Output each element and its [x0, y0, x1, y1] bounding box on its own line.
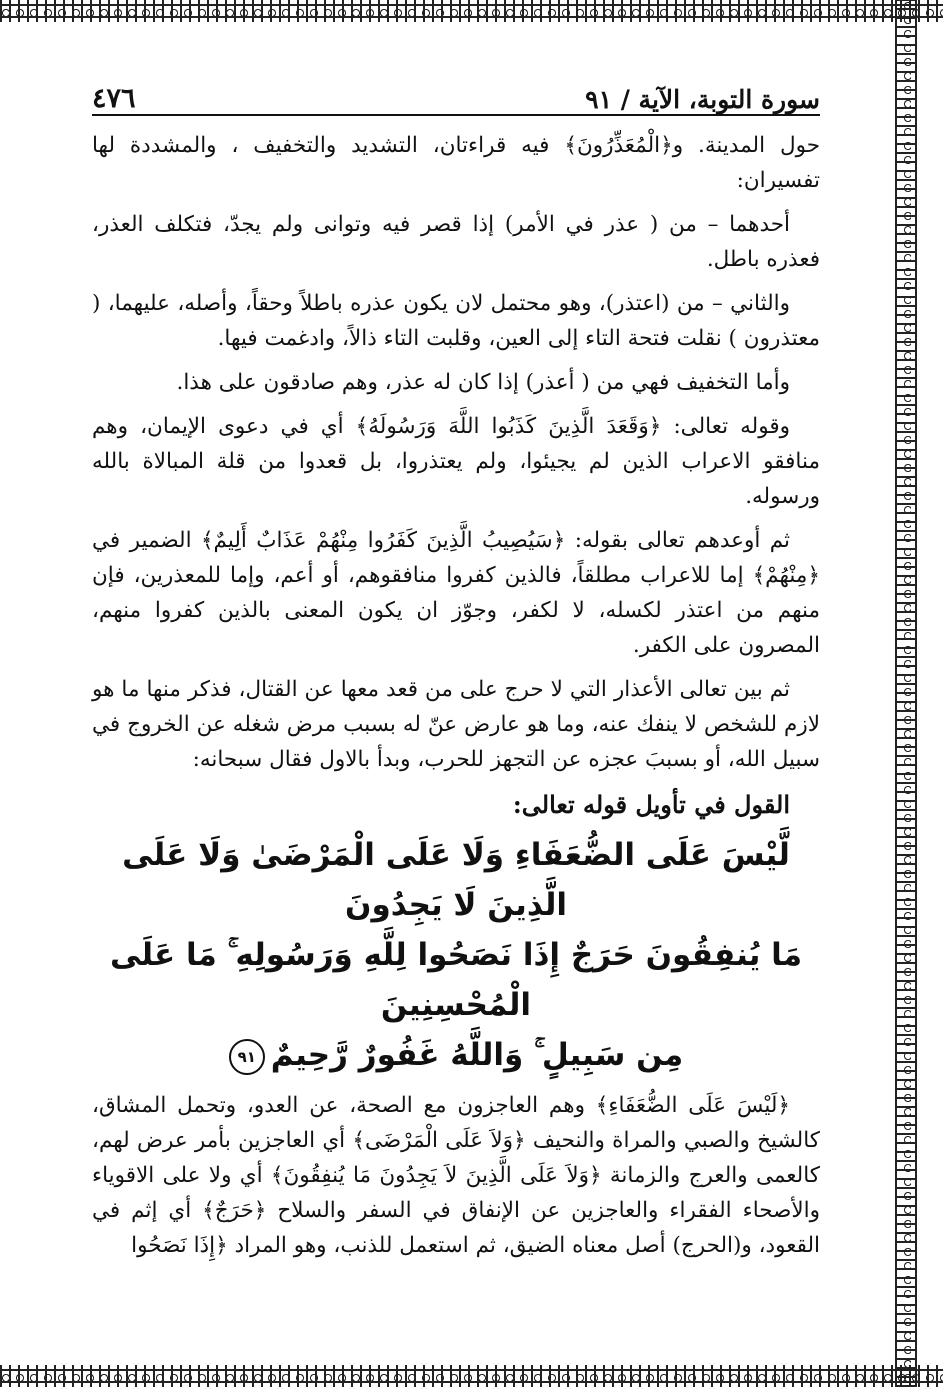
section-title: القول في تأويل قوله تعالى: — [512, 790, 790, 819]
verse-number-badge: ٩١ — [229, 1039, 265, 1075]
verse-line-last — [92, 1030, 820, 1080]
surah-title: سورة التوبة، الآية / ٩١ — [585, 85, 820, 114]
border-bottom — [0, 1365, 943, 1387]
paragraph: أحدهما – من ( عذر في الأمر) إذا قصر فيه وتوانى ولم يجدّ، فتكلف العذر، فعذره باطل. — [92, 212, 820, 272]
commentary: ﴿لَيْسَ عَلَى الضُّعَفَاءِ﴾ وهم العاجزون مع الصحة، عن العدو، وتحمل المشاق، كالشيخ والصبي والمراة والنحيف ﴿وَلاَ عَلَى الْمَرْضَى﴾ أي العاجزين بأمر عرض لهم، كالعمى والعرج والزمانة ﴿وَلاَ عَلَى الَّذِينَ لاَ يَجِدُونَ مَا يُنفِقُونَ﴾ أي ولا على الاقوياء والأصحاء الفقراء والعاجزين عن الإنفاق في السفر والسلاح ﴿حَرَجٌ﴾ أي إثم في القعود، و(الحرج) أصل معناه الضيق، ثم استعمل للذنب، وهو المراد ﴿إِذَا نَصَحُوا — [92, 1093, 820, 1258]
paragraph: وأما التخفيف فهي من ( أعذر) إذا كان له عذر، وهم صادقون على هذا. — [176, 370, 790, 395]
quran-verse — [92, 830, 820, 1080]
border-top — [0, 0, 943, 22]
page-header — [92, 64, 820, 116]
border-right — [895, 0, 917, 1387]
page-number: ٤٧٦ — [92, 83, 136, 114]
paragraph: حول المدينة. و﴿الْمُعَذِّرُونَ﴾ فيه قراءتان، التشديد والتخفيف ، والمشددة لها تفسيران: — [92, 133, 820, 193]
paragraph: ثم بين تعالى الأعذار التي لا حرج على من قعد معها عن القتال، فذكر منها ما هو لازم للشخص لا ينفك عنه، وما هو عارض عنّ له بسبب مرض شغله عن الخروج في سبيل الله، أو بسببَ عجزه عن التجهز للحرب، وبدأ بالاول فقال سبحانه: — [92, 677, 820, 772]
paragraph: والثاني – من (اعتذر)، وهو محتمل لان يكون عذره باطلاً وحقاً، وأصله، عليهما، ( معتذرون ) نقلت فتحة التاء إلى العين، وقلبت التاء ذالاً، وادغمت فيها. — [92, 291, 820, 351]
page-content — [92, 64, 820, 1360]
verse-line: مِن سَبِيلٍ ۚ وَاللَّهُ غَفُورٌ رَّحِيمٌ — [270, 1037, 684, 1073]
paragraph: ثم أوعدهم تعالى بقوله: ﴿سَيُصِيبُ الَّذِينَ كَفَرُوا مِنْهُمْ عَذَابٌ أَلِيمٌ﴾ الضمير في ﴿مِنْهُمْ﴾ إما للاعراب مطلقاً، فالذين كفروا منافقوهم، أو أعم، وإما للمعذرين، فإن منهم من اعتذر لكسله، لا لكفر، وجوّز ان يكون المعنى بالذين كفروا منهم، المصرون على الكفر. — [92, 528, 820, 658]
paragraph: وقوله تعالى: ﴿وَقَعَدَ الَّذِينَ كَذَبُوا اللَّهَ وَرَسُولَهُ﴾ أي في دعوى الإيمان، وهم منافقو الاعراب الذين لم يجيئوا، ولم يعتذروا، بل قعدوا من قلة المبالاة بالله ورسوله. — [92, 414, 820, 509]
verse-line: لَّيْسَ عَلَى الضُّعَفَاءِ وَلَا عَلَى الْمَرْضَىٰ وَلَا عَلَى الَّذِينَ لَا يَجِدُونَ — [122, 837, 790, 923]
verse-line: مَا يُنفِقُونَ حَرَجٌ إِذَا نَصَحُوا لِلَّهِ وَرَسُولِهِ ۚ مَا عَلَى الْمُحْسِنِينَ — [109, 937, 803, 1023]
